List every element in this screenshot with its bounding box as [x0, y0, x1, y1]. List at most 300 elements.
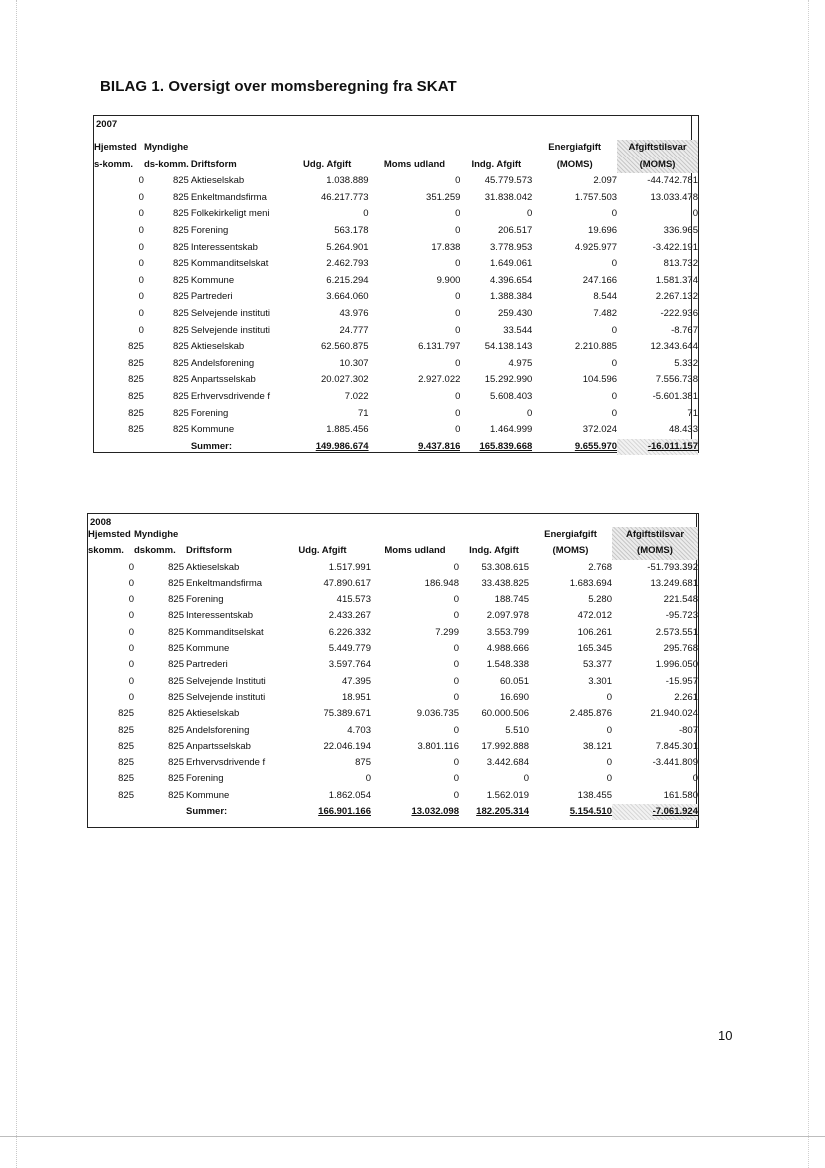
- cell-col-3: 5.449.779: [328, 643, 371, 655]
- cell-col-1: 825: [172, 274, 189, 286]
- cell-col-1: 825: [168, 577, 184, 589]
- table-row: [88, 592, 698, 608]
- cell-col-2: Kommune: [186, 643, 230, 655]
- cell-col-4: 0: [455, 407, 461, 419]
- cell-col-1: [134, 804, 184, 820]
- cell-col-4: 13.032.098: [411, 806, 459, 818]
- cell-col-6: 0: [611, 324, 618, 336]
- cell-col-1: 825: [172, 341, 189, 353]
- cell-col-6: Energiafgift: [544, 529, 597, 540]
- table-row: [94, 406, 698, 423]
- cell-col-4: 0: [453, 675, 459, 687]
- cell-col-3: 415.573: [336, 594, 371, 606]
- cell-col-5: 259.430: [497, 307, 533, 319]
- cell-col-4: 0: [453, 610, 459, 622]
- cell-col-2: Andelsforening: [190, 357, 255, 369]
- cell-col-7: -807: [678, 724, 698, 736]
- cell-col-6: 0: [611, 390, 618, 402]
- cell-col-1: 825: [172, 374, 189, 386]
- cell-col-3: 0: [363, 208, 369, 220]
- cell-col-5: 182.205.314: [476, 806, 529, 818]
- cell-col-2: Erhvervsdrivende f: [190, 390, 271, 402]
- cell-col-3: 875: [355, 757, 371, 769]
- cell-col-7: 0: [692, 208, 698, 220]
- cell-col-0: 825: [128, 407, 144, 419]
- cell-col-5: 60.000.506: [481, 708, 529, 720]
- cell-col-1: 825: [168, 643, 184, 655]
- cell-col-5: 54.138.143: [484, 341, 533, 353]
- cell-col-7: 161.580: [663, 789, 698, 801]
- cell-col-5: 3.442.684: [486, 757, 529, 769]
- cell-col-4: 7.299: [435, 626, 459, 638]
- cell-col-7: -51.793.392: [647, 561, 698, 573]
- cell-col-1: 825: [172, 258, 189, 270]
- cell-col-4: [369, 140, 461, 157]
- cell-col-7: 71: [687, 407, 698, 419]
- cell-col-6: 165.345: [577, 643, 612, 655]
- cell-col-7: 1.581.374: [655, 274, 698, 286]
- cell-col-2: Kommune: [186, 789, 230, 801]
- cell-col-1: 825: [172, 224, 189, 236]
- cell-col-7: 48.433: [668, 424, 698, 436]
- cell-col-3: 166.901.166: [318, 806, 371, 818]
- cell-col-7: 813.732: [663, 258, 698, 270]
- cell-col-0: 0: [128, 577, 134, 589]
- cell-col-4: 0: [453, 561, 459, 573]
- cell-col-5: 15.292.990: [484, 374, 533, 386]
- table-row: [94, 356, 698, 373]
- cell-col-6: 1.757.503: [574, 191, 618, 203]
- cell-col-5: [459, 527, 529, 543]
- cell-col-7: -44.742.781: [647, 175, 698, 187]
- cell-col-0: 0: [138, 224, 144, 236]
- table-row: [88, 657, 698, 673]
- cell-col-1: 825: [172, 424, 189, 436]
- table-row: [88, 723, 698, 739]
- table-row: [94, 323, 698, 340]
- cell-col-2: Forening: [190, 407, 229, 419]
- cell-col-6: 38.121: [582, 740, 612, 752]
- cell-col-0: 825: [118, 757, 134, 769]
- cell-col-2: Partrederi: [186, 659, 228, 671]
- cell-col-7: 2.573.551: [655, 626, 698, 638]
- cell-col-2: Enkeltmandsfirma: [186, 577, 263, 589]
- cell-col-2: Kommanditselskat: [190, 258, 269, 270]
- year-label: 2008: [90, 517, 112, 528]
- cell-col-2: Anpartsselskab: [190, 374, 256, 386]
- cell-col-4: 0: [453, 643, 459, 655]
- cell-col-0: 0: [138, 291, 144, 303]
- cell-col-4: 186.948: [424, 577, 459, 589]
- cell-col-1: Myndighe: [143, 142, 189, 153]
- cell-col-0: 825: [128, 424, 144, 436]
- cell-col-1: 825: [168, 561, 184, 573]
- cell-col-2: Kommune: [190, 274, 235, 286]
- table-row: [94, 256, 698, 273]
- cell-col-5: 1.649.061: [490, 258, 533, 270]
- cell-col-3: [274, 527, 371, 543]
- cell-col-3: 22.046.194: [323, 740, 371, 752]
- cell-col-3: 6.215.294: [326, 274, 369, 286]
- cell-col-3: 24.777: [339, 324, 369, 336]
- cell-col-5: 4.975: [508, 357, 533, 369]
- cell-col-1: 825: [168, 708, 184, 720]
- cell-col-1: 825: [168, 610, 184, 622]
- cell-col-3: 43.976: [339, 307, 369, 319]
- cell-col-2: Forening: [186, 773, 224, 785]
- cell-col-3: 563.178: [334, 224, 369, 236]
- cell-col-0: 0: [138, 208, 144, 220]
- cell-col-7: -16.011.157: [617, 439, 698, 456]
- cell-col-6: 104.596: [582, 374, 618, 386]
- cell-col-5: 17.992.888: [481, 740, 529, 752]
- cell-col-7: 7.845.301: [655, 740, 698, 752]
- cell-col-3: 6.226.332: [328, 626, 371, 638]
- cell-col-6: 0: [611, 258, 618, 270]
- cell-col-4: [371, 527, 459, 543]
- cell-col-2: [189, 140, 286, 157]
- header-row: [88, 527, 698, 543]
- cell-col-4: 3.801.116: [417, 740, 459, 752]
- cell-col-3: 0: [365, 773, 371, 785]
- cell-col-7: -95.723: [665, 610, 698, 622]
- cell-col-6: 472.012: [577, 610, 612, 622]
- cell-col-7: 5.332: [674, 357, 698, 369]
- cell-col-5: 1.388.384: [490, 291, 533, 303]
- cell-col-5: 3.553.799: [486, 626, 529, 638]
- cell-col-2: Enkeltmandsfirma: [190, 191, 267, 203]
- cell-col-2: [184, 527, 274, 543]
- cell-col-2: Folkekirkeligt meni: [190, 208, 270, 220]
- momsberegning-table-2007: [94, 140, 698, 455]
- cell-col-2: Interessentskab: [190, 241, 258, 253]
- cell-col-0: 0: [138, 258, 144, 270]
- cell-col-2: Anpartsselskab: [186, 740, 251, 752]
- cell-col-0: 825: [118, 773, 134, 785]
- cell-col-6: 2.768: [588, 561, 612, 573]
- momsberegning-table-2008: [88, 527, 698, 820]
- cell-col-4: 0: [453, 757, 459, 769]
- cell-col-6: 247.166: [582, 274, 618, 286]
- table-row: [94, 223, 698, 240]
- cell-col-6: 3.301: [588, 675, 612, 687]
- cell-col-4: 0: [455, 175, 461, 187]
- cell-col-7: -15.957: [665, 675, 698, 687]
- cell-col-6: 5.280: [588, 594, 612, 606]
- cell-col-5: 206.517: [497, 224, 533, 236]
- cell-col-0: 825: [118, 740, 134, 752]
- cell-col-0: 0: [138, 307, 144, 319]
- cell-col-6: 7.482: [593, 307, 618, 319]
- cell-col-0: 825: [128, 341, 144, 353]
- cell-col-4: 0: [453, 691, 459, 703]
- cell-col-2: Aktieselskab: [186, 708, 240, 720]
- cell-col-4: 0: [453, 773, 459, 785]
- cell-col-7: (MOMS): [612, 543, 698, 559]
- cell-col-4: 9.036.735: [416, 708, 459, 720]
- cell-col-2: Driftsform: [186, 545, 232, 557]
- cell-col-3: 10.307: [339, 357, 369, 369]
- cell-col-7: -7.061.924: [612, 804, 698, 820]
- cell-col-0: 0: [138, 274, 144, 286]
- table-row: [94, 206, 698, 223]
- cell-col-7: 295.768: [663, 643, 698, 655]
- cell-col-6: 1.683.694: [569, 577, 612, 589]
- cell-col-6: Energiafgift: [548, 142, 602, 153]
- cell-col-0: 0: [128, 626, 134, 638]
- cell-col-5: 31.838.042: [484, 191, 533, 203]
- table-row: [94, 339, 698, 356]
- cell-col-4: 0: [455, 208, 461, 220]
- cell-col-7: 336.965: [663, 224, 698, 236]
- cell-col-5: Indg. Afgift: [469, 545, 519, 557]
- cell-col-1: 825: [172, 307, 189, 319]
- cell-col-3: 62.560.875: [321, 341, 369, 353]
- cell-col-1: 825: [168, 789, 184, 801]
- cell-col-0: 825: [118, 724, 134, 736]
- table-row: [94, 289, 698, 306]
- cell-col-2: Summer:: [186, 806, 228, 818]
- cell-col-7: 2.261: [674, 691, 698, 703]
- cell-col-5: 0: [526, 208, 533, 220]
- cell-col-7: 21.940.024: [650, 708, 698, 720]
- cell-col-3: 5.264.901: [326, 241, 369, 253]
- cell-col-3: 1.862.054: [328, 789, 371, 801]
- summary-row: [94, 439, 698, 456]
- cell-col-3: 1.038.889: [326, 175, 369, 187]
- cell-col-1: 825: [168, 675, 184, 687]
- cell-col-7: 2.267.132: [655, 291, 698, 303]
- cell-col-5: 45.779.573: [484, 175, 533, 187]
- cell-col-5: 1.562.019: [486, 789, 529, 801]
- table-row: [94, 389, 698, 406]
- cell-col-6: 106.261: [577, 626, 612, 638]
- cell-col-4: 9.900: [436, 274, 461, 286]
- cell-col-4: 0: [455, 291, 461, 303]
- cell-col-7: 13.033.478: [650, 191, 698, 203]
- cell-col-6: 2.097: [593, 175, 618, 187]
- cell-col-1: 825: [172, 407, 189, 419]
- table-2008: [87, 513, 699, 828]
- cell-col-3: 18.951: [341, 691, 371, 703]
- cell-col-1: 825: [172, 208, 189, 220]
- table-row: [94, 306, 698, 323]
- cell-col-6: 0: [606, 757, 612, 769]
- cell-col-4: 351.259: [426, 191, 461, 203]
- cell-col-0: skomm.: [88, 545, 124, 557]
- cell-col-5: 1.464.999: [490, 424, 533, 436]
- cell-col-6: 0: [606, 691, 612, 703]
- cell-col-6: 4.925.977: [574, 241, 618, 253]
- cell-col-6: 2.485.876: [569, 708, 612, 720]
- header-row: [94, 140, 698, 157]
- cell-col-2: Forening: [186, 594, 224, 606]
- cell-col-3: 75.389.671: [323, 708, 371, 720]
- cell-col-7: -222.936: [660, 307, 698, 319]
- cell-col-4: Moms udland: [384, 545, 446, 557]
- cell-col-3: Udg. Afgift: [303, 158, 352, 170]
- table-row: [88, 625, 698, 641]
- table-row: [88, 788, 698, 804]
- cell-col-4: 0: [453, 659, 459, 671]
- table-row: [88, 706, 698, 722]
- table-row: [88, 771, 698, 787]
- cell-col-5: 165.839.668: [479, 440, 533, 452]
- cell-col-7: 7.556.738: [655, 374, 698, 386]
- cell-col-0: 0: [128, 643, 134, 655]
- cell-col-3: 47.395: [341, 675, 371, 687]
- cell-col-4: 0: [453, 594, 459, 606]
- cell-col-7: 12.343.644: [650, 341, 698, 353]
- cell-col-3: 3.664.060: [326, 291, 369, 303]
- cell-col-1: 825: [168, 626, 184, 638]
- cell-col-6: 9.655.970: [574, 440, 618, 452]
- cell-col-1: Myndighe: [134, 529, 179, 540]
- cell-col-0: 825: [128, 374, 144, 386]
- table-row: [88, 739, 698, 755]
- cell-col-4: 0: [455, 357, 461, 369]
- year-label: 2007: [96, 119, 118, 130]
- cell-col-3: 71: [357, 407, 369, 419]
- cell-col-2: Selvejende Instituti: [186, 675, 266, 687]
- cell-col-3: 47.890.617: [323, 577, 371, 589]
- table-row: [94, 372, 698, 389]
- cell-col-0: 825: [118, 789, 134, 801]
- cell-col-5: 60.051: [499, 675, 529, 687]
- cell-col-7: 13.249.681: [650, 577, 698, 589]
- cell-col-1: 825: [168, 773, 184, 785]
- cell-col-2: Kommune: [190, 424, 235, 436]
- cell-col-1: [144, 439, 189, 456]
- cell-col-3: 20.027.302: [321, 374, 369, 386]
- cell-col-6: 8.544: [593, 291, 618, 303]
- cell-col-2: Forening: [190, 224, 229, 236]
- cell-col-3: 7.022: [344, 390, 369, 402]
- cell-col-2: Selvejende instituti: [190, 324, 271, 336]
- cell-col-3: 149.986.674: [315, 440, 369, 452]
- cell-col-3: Udg. Afgift: [298, 545, 347, 557]
- cell-col-2: Interessentskab: [186, 610, 254, 622]
- cell-col-5: 188.745: [494, 594, 529, 606]
- scan-edge-right: [808, 0, 809, 1168]
- cell-col-5: 5.510: [505, 724, 529, 736]
- cell-col-5: 33.544: [503, 324, 533, 336]
- cell-col-6: (MOMS): [552, 545, 589, 557]
- cell-col-4: 0: [455, 307, 461, 319]
- cell-col-5: 2.097.978: [486, 610, 529, 622]
- table-row: [94, 190, 698, 207]
- table-2007: [93, 115, 699, 453]
- cell-col-4: 9.437.816: [418, 440, 461, 452]
- table-row: [88, 674, 698, 690]
- table-row: [88, 560, 698, 576]
- cell-col-0: s-komm.: [94, 158, 134, 170]
- cell-col-5: 4.988.666: [486, 643, 529, 655]
- table-row: [94, 273, 698, 290]
- cell-col-2: Aktieselskab: [186, 561, 240, 573]
- cell-col-2: Partrederi: [190, 291, 233, 303]
- cell-col-2: Aktieselskab: [190, 175, 245, 187]
- cell-col-0: 825: [128, 357, 144, 369]
- table-row: [88, 608, 698, 624]
- cell-col-1: dskomm.: [134, 545, 176, 557]
- summary-row: [88, 804, 698, 820]
- cell-col-5: 1.548.338: [486, 659, 529, 671]
- cell-col-6: 0: [611, 208, 618, 220]
- cell-col-3: 4.703: [347, 724, 371, 736]
- cell-col-1: 825: [168, 757, 184, 769]
- cell-col-4: 0: [455, 324, 461, 336]
- cell-col-7: Afgiftstilsvar: [617, 140, 698, 157]
- cell-col-6: 372.024: [582, 424, 618, 436]
- cell-col-0: 0: [128, 594, 134, 606]
- cell-col-1: 825: [168, 691, 184, 703]
- cell-col-2: Driftsform: [190, 158, 237, 170]
- cell-col-1: 825: [172, 291, 189, 303]
- header-row: [94, 157, 698, 174]
- cell-col-4: 2.927.022: [418, 374, 461, 386]
- cell-col-7: -3.441.809: [652, 757, 698, 769]
- cell-col-6: 0: [611, 357, 618, 369]
- cell-col-5: [460, 140, 532, 157]
- cell-col-6: 19.696: [588, 224, 618, 236]
- cell-col-4: 0: [455, 258, 461, 270]
- cell-col-7: 0: [692, 773, 698, 785]
- table-row: [88, 755, 698, 771]
- cell-col-5: 33.438.825: [481, 577, 529, 589]
- cell-col-0: 825: [118, 708, 134, 720]
- cell-col-4: 0: [455, 424, 461, 436]
- cell-col-3: [286, 140, 369, 157]
- cell-col-1: 825: [172, 191, 189, 203]
- cell-col-0: [94, 439, 144, 456]
- cell-col-6: 0: [606, 724, 612, 736]
- cell-col-2: Selvejende instituti: [190, 307, 271, 319]
- cell-col-5: Indg. Afgift: [471, 158, 522, 170]
- scan-edge-left: [16, 0, 17, 1168]
- table-row: [94, 422, 698, 439]
- cell-col-5: 0: [523, 773, 529, 785]
- cell-col-0: 0: [128, 691, 134, 703]
- table-row: [88, 576, 698, 592]
- cell-col-0: 0: [138, 175, 144, 187]
- cell-col-1: 825: [172, 241, 189, 253]
- cell-col-4: 0: [453, 724, 459, 736]
- cell-col-6: (MOMS): [556, 158, 593, 170]
- cell-col-5: 16.690: [499, 691, 529, 703]
- cell-col-4: 6.131.797: [418, 341, 461, 353]
- cell-col-0: 0: [128, 675, 134, 687]
- cell-col-3: 2.433.267: [328, 610, 371, 622]
- cell-col-6: 138.455: [577, 789, 612, 801]
- cell-col-3: 1.885.456: [326, 424, 369, 436]
- cell-col-1: 825: [172, 175, 189, 187]
- cell-col-2: Aktieselskab: [190, 341, 245, 353]
- page-title: BILAG 1. Oversigt over momsberegning fra SKAT: [100, 78, 457, 95]
- cell-col-1: 825: [172, 390, 189, 402]
- cell-col-0: 0: [128, 561, 134, 573]
- cell-col-7: Afgiftstilsvar: [612, 527, 698, 543]
- cell-col-1: 825: [168, 740, 184, 752]
- cell-col-0: Hjemsted: [88, 529, 131, 540]
- cell-col-2: Kommanditselskat: [186, 626, 264, 638]
- cell-col-7: -5.601.381: [652, 390, 698, 402]
- cell-col-3: 3.597.764: [328, 659, 371, 671]
- cell-col-6: 2.210.885: [574, 341, 618, 353]
- cell-col-0: 825: [128, 390, 144, 402]
- cell-col-0: 0: [138, 191, 144, 203]
- cell-col-0: 0: [138, 324, 144, 336]
